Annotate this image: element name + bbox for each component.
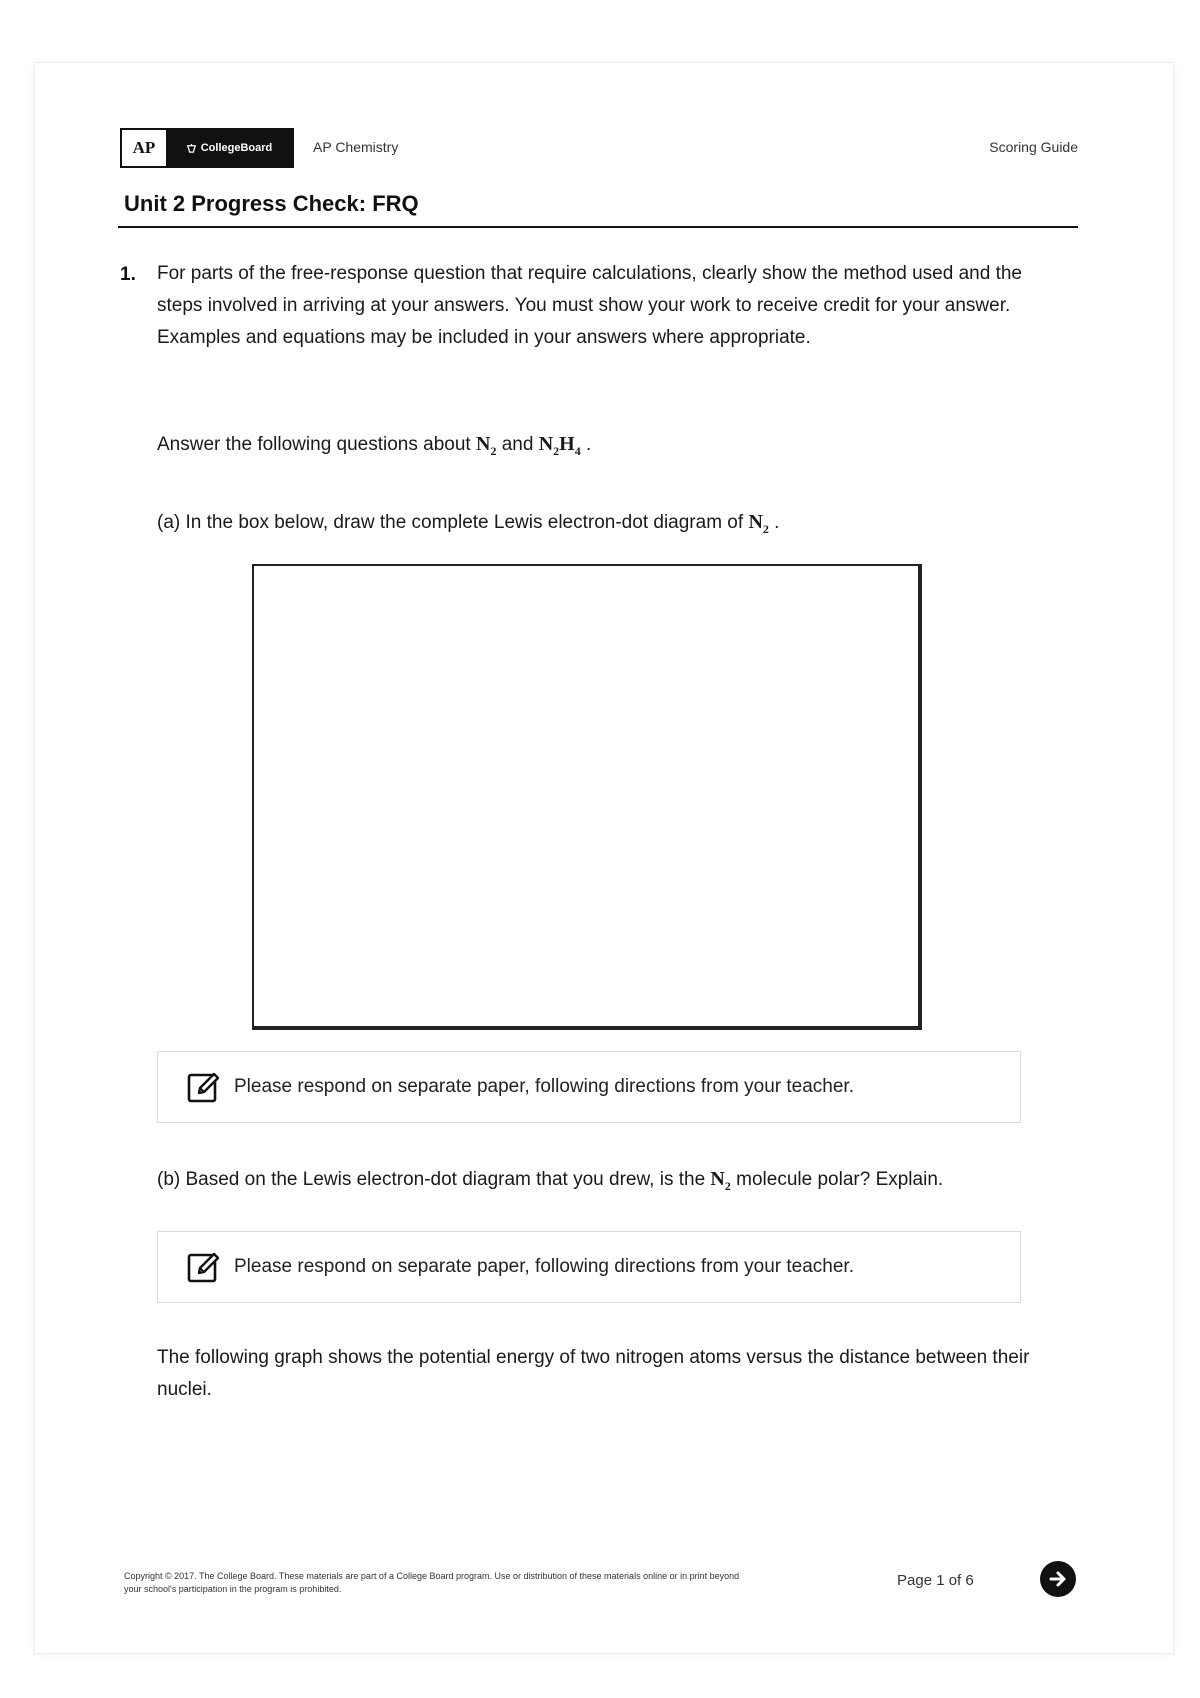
logo-collegeboard <box>166 130 292 166</box>
response-message: Please respond on separate paper, following directions from your teacher. <box>234 1256 854 1277</box>
page-title: Unit 2 Progress Check: FRQ <box>124 191 419 216</box>
formula-n2: $N_2$ <box>710 1168 731 1193</box>
lead-text: Answer the following questions about <box>157 434 471 455</box>
part-a-text: (a) In the box below, draw the complete Lewis electron-dot diagram of <box>157 512 744 533</box>
guide-label: Scoring Guide <box>989 139 1078 155</box>
formula-n2: $N_2$ <box>748 511 769 536</box>
formula-n2: $N_2$ <box>475 433 497 458</box>
part-b-prompt <box>157 1163 1037 1202</box>
part-b-text: (b) Based on the Lewis electron-dot diagram that you drew, is the <box>157 1169 706 1190</box>
part-b-tail: molecule polar? Explain. <box>736 1169 944 1190</box>
arrow-right-icon <box>1047 1568 1069 1590</box>
next-page-button[interactable] <box>1040 1561 1076 1597</box>
logo-cb-text: CollegeBoard <box>200 142 273 154</box>
lead-and: and <box>501 434 534 455</box>
formula-n2h4: $N_2H_4$ <box>538 433 581 458</box>
graph-intro: The following graph shows the potential energy of two nitrogen atoms versus the distance between their nuclei. <box>157 1347 1030 1400</box>
response-message: Please respond on separate paper, following directions from your teacher. <box>234 1076 854 1097</box>
course-name: AP Chemistry <box>313 139 399 155</box>
response-notice-a <box>157 1051 1021 1123</box>
question-lead: Answer the following questions about $N_2$ and $N_2H_4$ . <box>157 433 592 458</box>
part-a-prompt: (a) In the box below, draw the complete Lewis electron-dot diagram of $N_2$ . <box>157 511 780 536</box>
acorn-icon <box>186 143 197 154</box>
question-intro: For parts of the free-response question that require calculations, clearly show the method used and the steps involved in arriving at your answers. You must show your work to receive credit for your answer. Examples and equations may be included in your answers where appropriate. <box>157 263 1022 348</box>
title-divider <box>118 226 1078 228</box>
question-number: 1. <box>120 264 136 285</box>
ap-collegeboard-logo <box>120 128 294 168</box>
lewis-drawing-box[interactable] <box>252 564 922 1030</box>
logo-ap: AP <box>122 130 166 166</box>
copyright-notice: Copyright © 2017. The College Board. These materials are part of a College Board program. Use or distribution of these materials online or in print beyond your school's participation in the program is prohibited. <box>124 1571 740 1594</box>
page-number: Page 1 of 6 <box>897 1572 974 1589</box>
pencil-edit-icon <box>186 1249 222 1285</box>
response-notice-b <box>157 1231 1021 1303</box>
pencil-edit-icon <box>186 1069 222 1105</box>
